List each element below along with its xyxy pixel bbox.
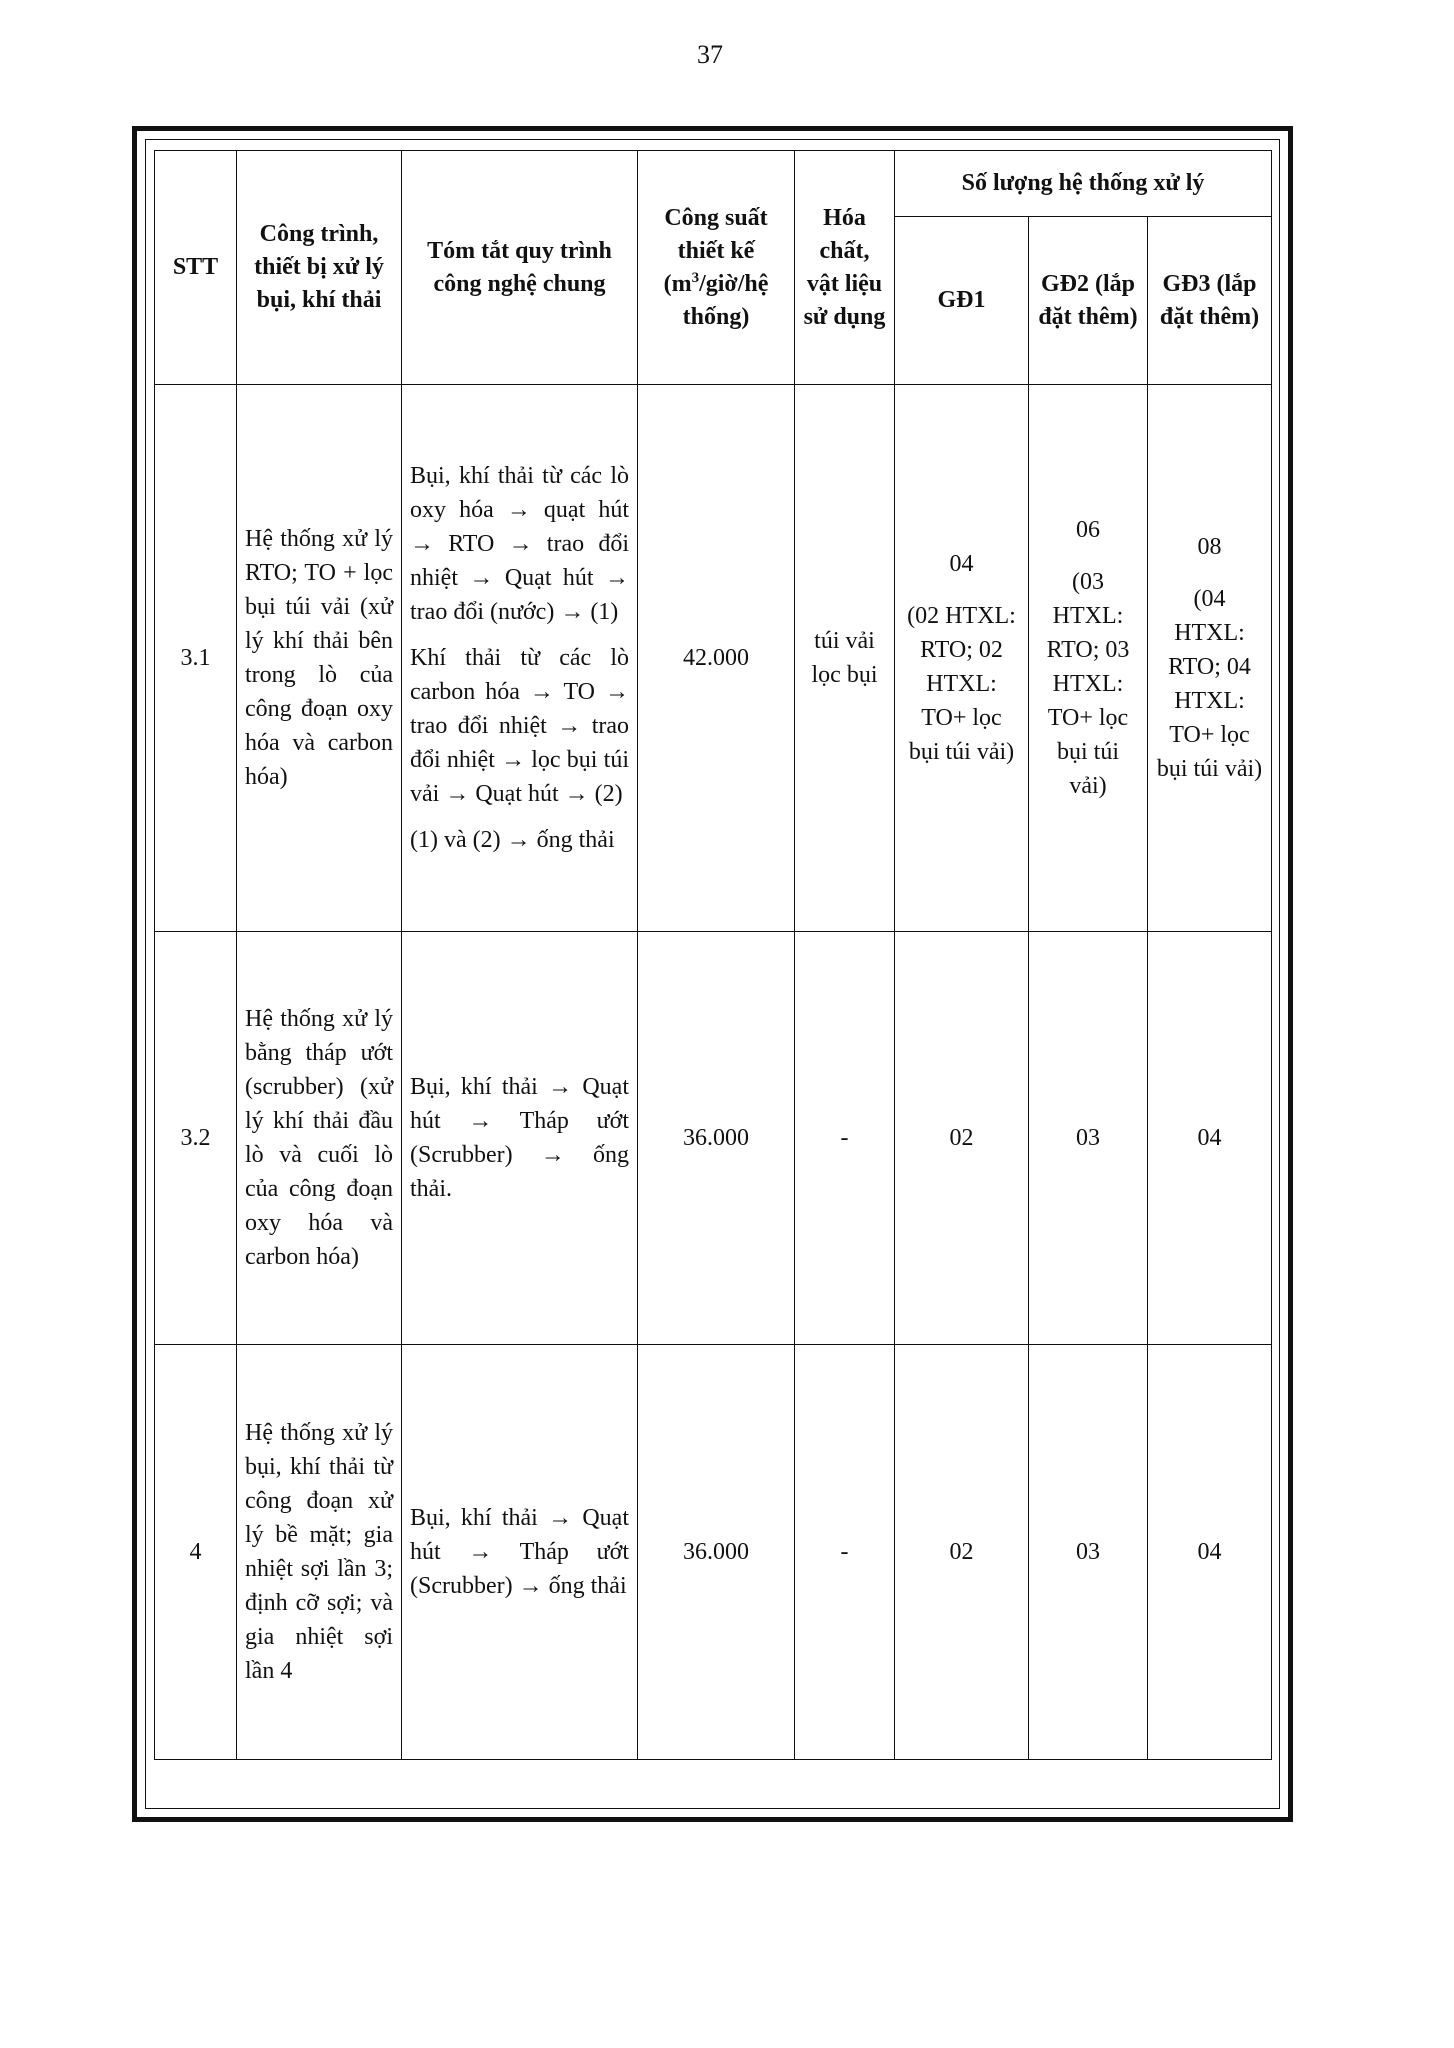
- row-stt: 3.1: [155, 385, 237, 932]
- row-cong-trinh: Hệ thống xử lý bằng tháp ướt (scrubber) (xử lý khí thải đầu lò và cuối lò của công đoạn oxy hóa và carbon hóa): [237, 932, 402, 1345]
- header-cong-suat: Công suất thiết kế ($m^3/giờ/hệ$ thống): [638, 151, 795, 385]
- treatment-systems-table: [154, 150, 1272, 1760]
- gd1-count: 04: [949, 551, 974, 577]
- gd3-detail: (04 HTXL: RTO; 04 HTXL: TO+ lọc bụi túi vải): [1156, 586, 1263, 782]
- header-tom-tat: Tóm tắt quy trình công nghệ chung: [402, 151, 638, 385]
- gd3-count: 08: [1197, 534, 1222, 560]
- row-quy-trinh: [402, 385, 638, 932]
- table-row: [155, 932, 1272, 1345]
- row-cong-trinh: Hệ thống xử lý RTO; TO + lọc bụi túi vải (xử lý khí thải bên trong lò của công đoạn oxy hóa và carbon hóa): [237, 385, 402, 932]
- header-hoa-chat: Hóa chất, vật liệu sử dụng: [795, 151, 895, 385]
- table-row: [155, 385, 1272, 932]
- row-gd2: 03: [1029, 1345, 1148, 1760]
- row-quy-trinh: Bụi, khí thải → Quạt hút → Tháp ướt (Scrubber) → ống thải.: [402, 932, 638, 1345]
- row-stt: 4: [155, 1345, 237, 1760]
- gd1-detail: (02 HTXL: RTO; 02 HTXL: TO+ lọc bụi túi vải): [907, 603, 1016, 765]
- row-quy-trinh: Bụi, khí thải → Quạt hút → Tháp ướt (Scrubber) → ống thải: [402, 1345, 638, 1760]
- header-cong-trinh: Công trình, thiết bị xử lý bụi, khí thải: [237, 151, 402, 385]
- row-gd3: 04: [1148, 1345, 1272, 1760]
- header-gd3: GĐ3 (lắp đặt thêm): [1148, 217, 1272, 385]
- row-hoa-chat: -: [795, 1345, 895, 1760]
- header-stt: STT: [155, 151, 237, 385]
- header-gd2: GĐ2 (lắp đặt thêm): [1029, 217, 1148, 385]
- row-gd2: [1029, 385, 1148, 932]
- row-gd2: 03: [1029, 932, 1148, 1345]
- page-number: 37: [697, 40, 723, 69]
- row-gd1: 02: [895, 932, 1029, 1345]
- process-step: Khí thải từ các lò carbon hóa → TO → trao đổi nhiệt → trao đổi nhiệt → lọc bụi túi vải → Quạt hút → (2): [410, 645, 629, 807]
- row-cong-trinh: Hệ thống xử lý bụi, khí thải từ công đoạn xử lý bề mặt; gia nhiệt sợi lần 3; định cỡ sợi; và gia nhiệt sợi lần 4: [237, 1345, 402, 1760]
- row-cong-suat: 36.000: [638, 1345, 795, 1760]
- table-row: [155, 1345, 1272, 1760]
- row-gd1: 02: [895, 1345, 1029, 1760]
- row-hoa-chat: túi vải lọc bụi: [795, 385, 895, 932]
- row-cong-suat: 42.000: [638, 385, 795, 932]
- header-gd1: GĐ1: [895, 217, 1029, 385]
- row-stt: 3.2: [155, 932, 237, 1345]
- row-gd1: [895, 385, 1029, 932]
- header-so-luong: Số lượng hệ thống xử lý: [895, 151, 1272, 217]
- process-step: Bụi, khí thải từ các lò oxy hóa → quạt hút → RTO → trao đổi nhiệt → Quạt hút → trao đổi (nước) → (1): [410, 463, 629, 625]
- row-gd3: [1148, 385, 1272, 932]
- row-gd3: 04: [1148, 932, 1272, 1345]
- row-hoa-chat: -: [795, 932, 895, 1345]
- row-cong-suat: 36.000: [638, 932, 795, 1345]
- gd2-count: 06: [1076, 517, 1100, 543]
- process-step: (1) và (2) → ống thải: [410, 827, 615, 853]
- gd2-detail: (03 HTXL: RTO; 03 HTXL: TO+ lọc bụi túi vải): [1046, 569, 1130, 799]
- table-header: [155, 151, 1272, 385]
